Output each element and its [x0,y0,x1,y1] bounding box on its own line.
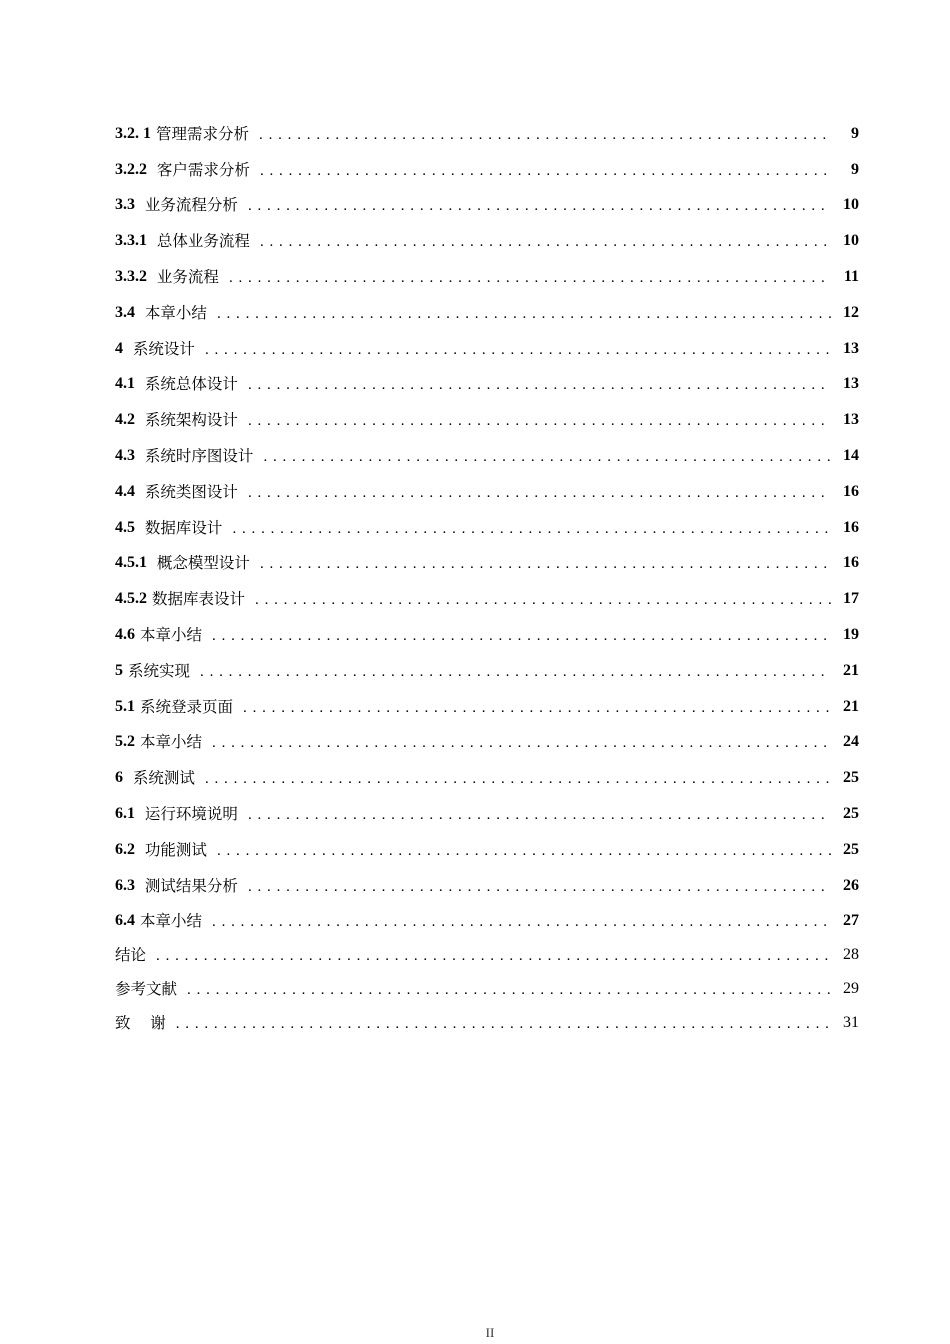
toc-dot-leader [255,590,831,610]
toc-dot-leader [248,196,831,216]
table-of-contents [115,116,859,1040]
toc-entry-title: 本章小结 [140,733,203,752]
toc-dot-leader [243,698,831,718]
toc-entry-number: 6.2 [115,840,135,858]
toc-dot-leader [260,161,831,181]
toc-dot-leader [212,626,831,646]
toc-dot-leader [176,1014,831,1034]
toc-entry-page: 25 [843,840,859,858]
toc-entry-title: 本章小结 [140,303,207,322]
toc-entry-number: 4.6 [115,626,135,644]
toc-entry-title: 管理需求分析 [156,124,250,143]
toc-entry-number: 3.3.1 [115,232,147,250]
toc-dot-leader [229,268,831,288]
toc-entry-title: 系统总体设计 [140,375,238,394]
toc-entry[interactable] [115,617,859,653]
toc-entry-title: 系统设计 [128,339,195,358]
toc-entry-title: 业务流程 [152,268,219,287]
toc-entry-number: 4.2 [115,411,135,429]
toc-entry[interactable] [115,223,859,259]
toc-entry[interactable] [115,152,859,188]
toc-entry-title: 功能测试 [140,840,207,859]
toc-dot-leader [260,554,831,574]
toc-entry[interactable] [115,796,859,832]
toc-dot-leader [232,519,831,539]
toc-entry-title: 业务流程分析 [140,196,238,215]
toc-entry[interactable] [115,510,859,546]
toc-entry[interactable] [115,938,859,972]
toc-entry-number: 3.3 [115,196,135,214]
toc-dot-leader [248,877,831,897]
toc-entry-number: 5 [115,661,123,679]
toc-entry-title: 系统架构设计 [140,411,238,430]
toc-entry-number: 3.3.2 [115,268,147,286]
toc-entry-title: 系统时序图设计 [140,447,254,466]
toc-entry-page: 10 [843,196,859,214]
toc-entry[interactable] [115,972,859,1006]
toc-entry-page: 19 [843,626,859,644]
toc-entry-page: 17 [843,590,859,608]
toc-entry-page: 16 [843,518,859,536]
toc-entry[interactable] [115,581,859,617]
toc-entry-title: 数据库表设计 [152,590,246,609]
toc-dot-leader [248,375,831,395]
toc-entry-page: 25 [843,805,859,823]
toc-entry-title: 结论 [115,945,147,964]
toc-entry-number: 4.4 [115,482,135,500]
toc-entry-page: 24 [843,733,859,751]
toc-entry-number: 6 [115,769,123,787]
toc-entry-title: 测试结果分析 [140,876,238,895]
toc-entry[interactable] [115,367,859,403]
toc-entry-page: 9 [851,160,859,178]
toc-entry-title: 总体业务流程 [152,232,250,251]
toc-dot-leader [248,483,831,503]
page-number-footer: II [485,1325,495,1340]
toc-entry[interactable] [115,546,859,582]
toc-entry-page: 25 [843,769,859,787]
toc-entry[interactable] [115,760,859,796]
toc-entry[interactable] [115,116,859,152]
toc-entry-number: 5.1 [115,697,135,715]
toc-entry-title: 系统测试 [128,769,195,788]
toc-entry-page: 21 [843,697,859,715]
toc-dot-leader [259,125,831,145]
toc-entry-title: 本章小结 [140,626,203,645]
toc-entry-page: 26 [843,876,859,894]
toc-entry-number: 6.1 [115,805,135,823]
toc-entry-number: 3.2.2 [115,160,147,178]
toc-entry-page: 13 [843,339,859,357]
toc-entry-page: 31 [843,1013,859,1031]
toc-entry[interactable] [115,259,859,295]
toc-entry-number: 6.3 [115,876,135,894]
toc-entry-page: 29 [843,979,859,997]
toc-entry[interactable] [115,438,859,474]
toc-entry-page: 11 [843,268,859,286]
toc-dot-leader [263,447,831,467]
toc-entry-title: 系统登录页面 [140,697,234,716]
toc-entry-page: 21 [843,661,859,679]
toc-entry[interactable] [115,868,859,904]
toc-entry-page: 12 [843,303,859,321]
toc-entry[interactable] [115,188,859,224]
toc-dot-leader [248,411,831,431]
toc-dot-leader [212,912,831,932]
toc-entry-number: 4.1 [115,375,135,393]
toc-entry-title: 系统实现 [128,661,191,680]
toc-entry[interactable] [115,1006,859,1040]
toc-entry-page: 14 [843,447,859,465]
toc-entry-number: 3.2. 1 [115,124,151,142]
toc-dot-leader [217,841,831,861]
toc-entry-title: 运行环境说明 [140,805,238,824]
toc-entry-title: 参考文献 [115,979,178,998]
toc-entry[interactable] [115,331,859,367]
toc-entry-title: 系统类图设计 [140,482,238,501]
toc-dot-leader [205,340,831,360]
toc-entry-title: 客户需求分析 [152,160,250,179]
toc-entry-number: 6.4 [115,911,135,929]
toc-entry[interactable] [115,653,859,689]
toc-entry[interactable] [115,474,859,510]
toc-entry[interactable] [115,402,859,438]
toc-entry[interactable] [115,832,859,868]
toc-entry-title: 数据库设计 [140,518,223,537]
toc-entry-page: 10 [843,232,859,250]
toc-dot-leader [205,769,831,789]
toc-entry-title: 概念模型设计 [152,554,250,573]
toc-entry-number: 4.5.2 [115,590,147,608]
toc-dot-leader [248,805,831,825]
toc-entry-page: 9 [851,124,859,142]
toc-entry[interactable] [115,904,859,938]
toc-dot-leader [187,980,831,1000]
toc-entry-page: 13 [843,375,859,393]
toc-entry-page: 28 [843,945,859,963]
toc-entry-number: 4.3 [115,447,135,465]
toc-dot-leader [260,232,831,252]
toc-dot-leader [156,946,831,966]
toc-entry-number: 5.2 [115,733,135,751]
toc-entry-page: 27 [843,911,859,929]
toc-dot-leader [212,733,831,753]
toc-entry-number: 4 [115,339,123,357]
toc-entry-page: 16 [843,554,859,572]
toc-entry[interactable] [115,725,859,761]
toc-entry-number: 4.5 [115,518,135,536]
toc-entry-number: 3.4 [115,303,135,321]
toc-entry-number: 4.5.1 [115,554,147,572]
toc-entry[interactable] [115,295,859,331]
toc-entry-title: 本章小结 [140,911,203,930]
toc-dot-leader [217,304,831,324]
toc-entry-page: 13 [843,411,859,429]
toc-dot-leader [200,662,831,682]
toc-entry[interactable] [115,689,859,725]
toc-entry-page: 16 [843,482,859,500]
toc-entry-title: 致 谢 [115,1013,166,1032]
